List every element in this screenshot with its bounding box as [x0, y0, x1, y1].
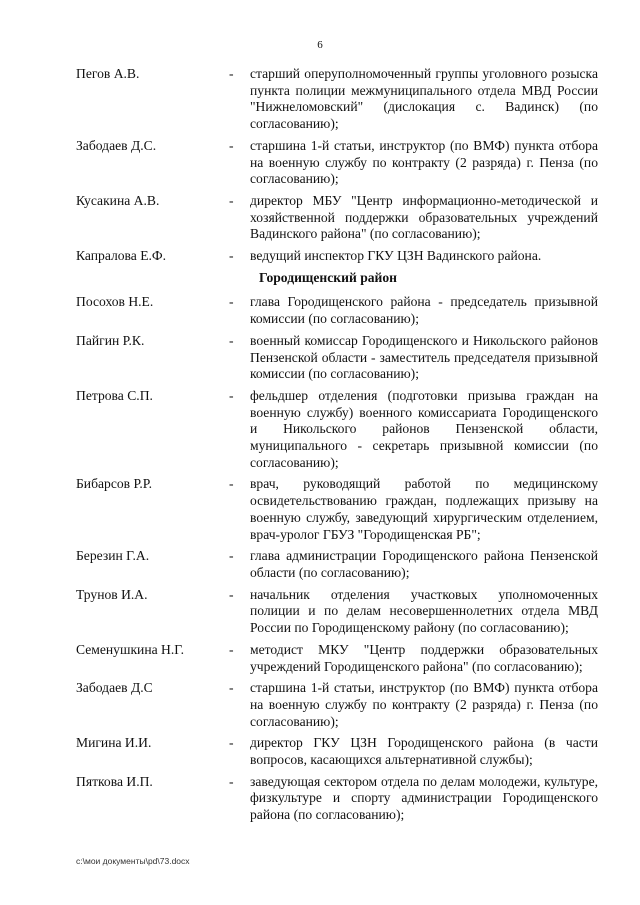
separator-dash: - [229, 773, 234, 789]
list-item [0, 333, 640, 383]
person-name: Бибарсов Р.Р. [76, 476, 152, 492]
person-position: военный комиссар Городищенского и Никольского районов Пензенской области - заместитель председателя призывной комиссии (по согласованию); [250, 332, 598, 382]
list-item [0, 587, 640, 637]
separator-dash: - [229, 476, 234, 492]
separator-dash: - [229, 641, 234, 657]
person-name: Петрова С.П. [76, 387, 153, 403]
list-item [0, 476, 640, 543]
separator-dash: - [229, 66, 234, 81]
person-position: врач, руководящий работой по медицинскому освидетельствованию граждан, подлежащих призыву на военную службу, заведующий хирургическим отделением, врач-уролог ГБУЗ "Городищенская РБ"; [250, 476, 598, 542]
person-position: ведущий инспектор ГКУ ЦЗН Вадинского района. [250, 248, 542, 264]
person-position: старшина 1-й статьи, инструктор (по ВМФ) пункта отбора на военную службу по контракту (2 разряда) г. Пенза (по согласованию); [250, 680, 598, 729]
list-item [0, 66, 640, 133]
section-title: Городищенский район [259, 269, 398, 285]
separator-dash: - [229, 192, 234, 208]
person-name: Капралова Е.Ф. [76, 248, 167, 264]
separator-dash: - [229, 387, 234, 403]
page-number: 6 [317, 39, 323, 51]
document-body [0, 66, 640, 829]
person-position: глава администрации Городищенского района Пензенской области (по согласованию); [250, 548, 598, 580]
list-item [0, 642, 640, 675]
separator-dash: - [229, 248, 234, 264]
person-name: Забодаев Д.С. [76, 137, 157, 153]
person-position: директор ГКУ ЦЗН Городищенского района (в части вопросов, касающихся альтернативной службы); [250, 735, 598, 768]
list-item [0, 294, 640, 327]
person-name: Семенушкина Н.Г. [76, 641, 184, 657]
person-position: глава Городищенского района - председатель призывной комиссии (по согласованию); [250, 294, 598, 327]
list-item [0, 774, 640, 824]
person-position: начальник отделения участковых уполномоченных полиции и по делам несовершеннолетних отдела МВД России по Городищенскому району (по согласованию); [250, 586, 598, 636]
list-item [0, 548, 640, 581]
separator-dash: - [229, 586, 234, 602]
person-name: Пяткова И.П. [76, 773, 153, 789]
person-name: Березин Г.А. [76, 548, 150, 564]
person-position: заведующая сектором отдела по делам молодежи, культуре, физкультуре и спорту администрации Городищенского района (по согласованию); [250, 773, 598, 823]
list-item [0, 248, 640, 265]
list-item [0, 138, 640, 188]
person-name: Трунов И.А. [76, 586, 148, 602]
separator-dash: - [229, 735, 234, 751]
separator-dash: - [229, 294, 234, 310]
file-path-footer: c:\мои документы\pd\73.docx [76, 856, 190, 866]
person-name: Кусакина А.В. [76, 192, 160, 208]
list-item [0, 388, 640, 472]
person-name: Мигина И.И. [76, 735, 152, 751]
separator-dash: - [229, 548, 234, 564]
person-position: старшина 1-й статьи, инструктор (по ВМФ) пункта отбора на военную службу по контракту (2 разряда) г. Пенза (по согласованию); [250, 137, 598, 187]
person-name: Забодаев Д.С [76, 680, 153, 696]
separator-dash: - [229, 332, 234, 348]
person-name: Посохов Н.Е. [76, 294, 154, 310]
list-item [0, 735, 640, 768]
person-name: Пегов А.В. [76, 66, 140, 81]
list-item [0, 680, 640, 730]
separator-dash: - [229, 137, 234, 153]
person-position: старший оперуполномоченный группы уголовного розыска пункта полиции межмуниципального отдела МВД России "Нижнеломовский" (дислокация с. Вадинск) (по согласованию); [250, 66, 598, 132]
person-position: фельдшер отделения (подготовки призыва граждан на военную службу) военного комиссариата Городищенского и Никольского районов Пензенской области, муниципального - секретарь призывной комиссии (по согласованию); [250, 387, 598, 470]
person-position: директор МБУ "Центр информационно-методической и хозяйственной поддержки образовательных учреждений Вадинского района" (по согласованию); [250, 192, 598, 242]
list-item [0, 193, 640, 243]
person-name: Пайгин Р.К. [76, 332, 145, 348]
person-position: методист МКУ "Центр поддержки образовательных учреждений Городищенского района" (по согласованию); [250, 641, 598, 674]
separator-dash: - [229, 680, 234, 696]
